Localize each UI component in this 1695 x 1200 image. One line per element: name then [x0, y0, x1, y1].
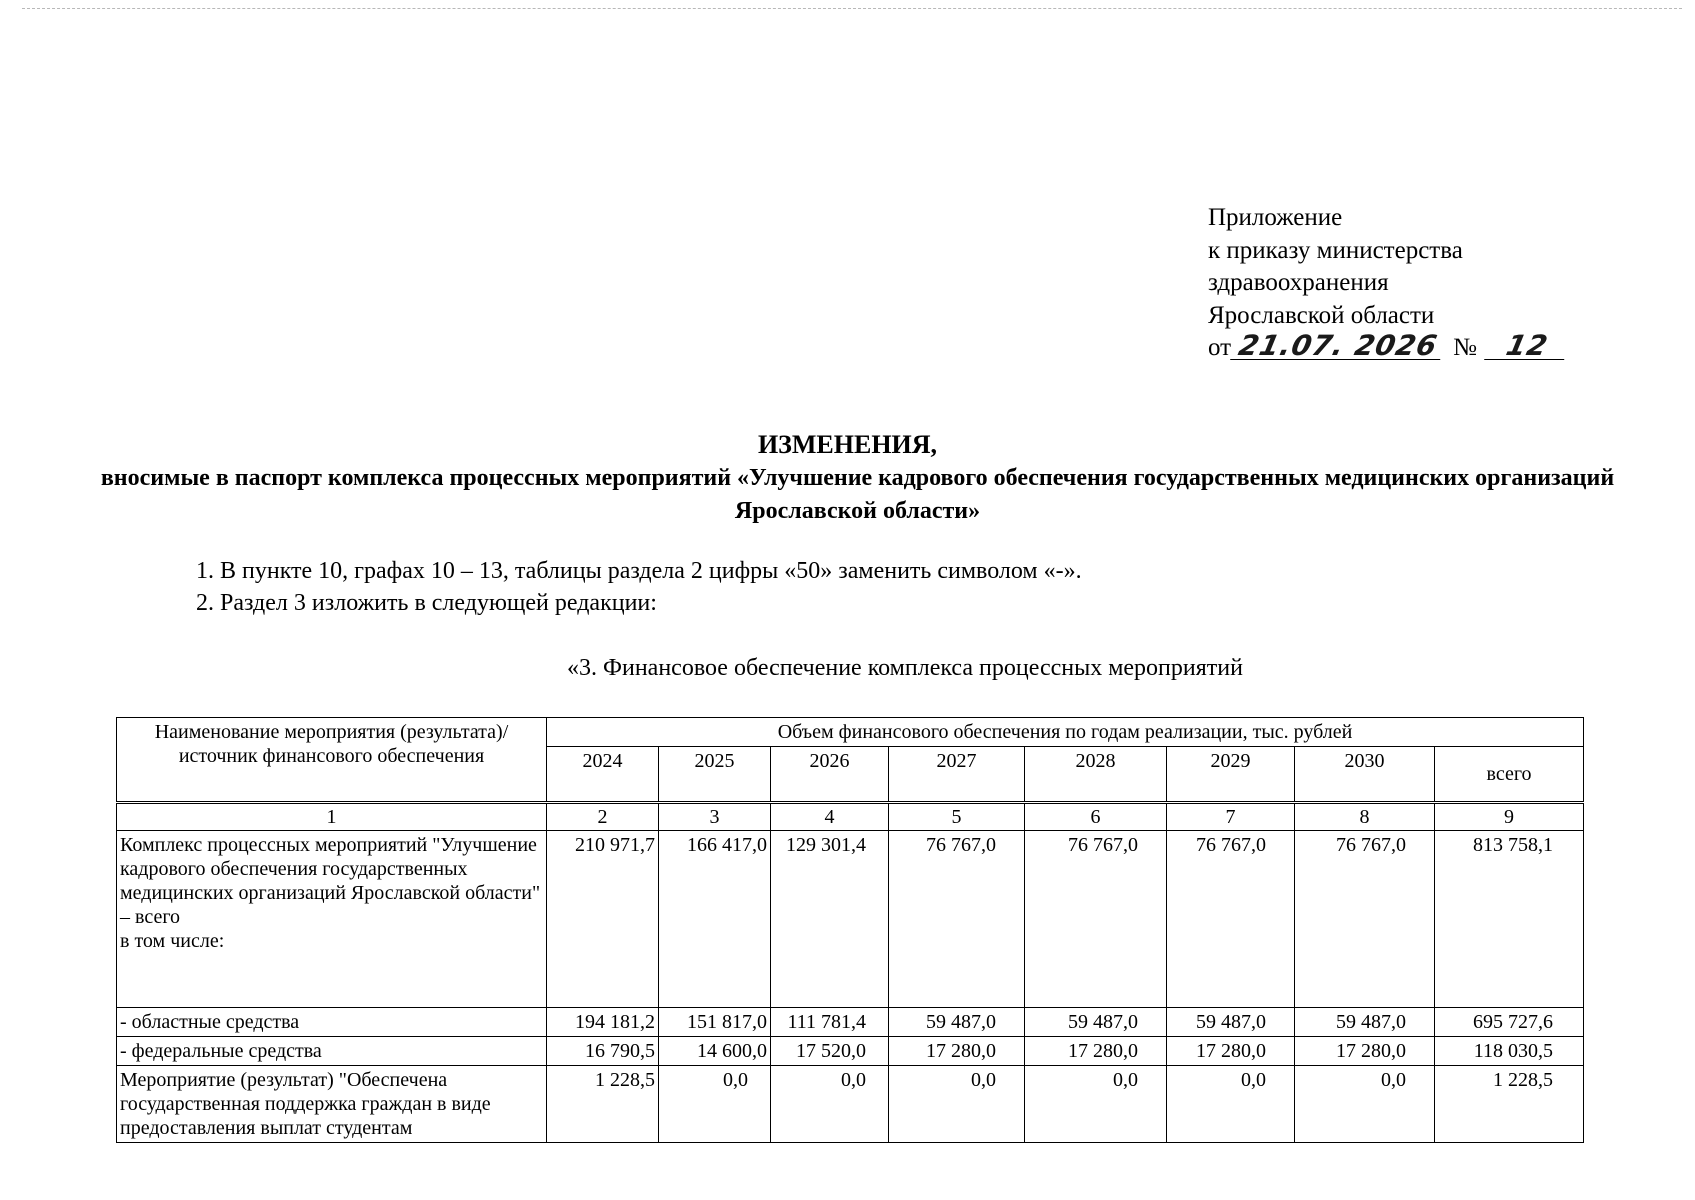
header-year-cell: 2024 — [547, 747, 659, 803]
value-cell: 17 280,0 — [1025, 1037, 1167, 1066]
column-number-cell: 7 — [1167, 803, 1295, 831]
document-subtitle: вносимые в паспорт комплекса процессных мероприятий «Улучшение кадрового обеспечения государственных медицинских организаций Ярославской области» — [100, 465, 1615, 524]
column-number-cell: 4 — [771, 803, 889, 831]
value-cell: 210 971,7 — [547, 831, 659, 1008]
value-cell: 813 758,1 — [1435, 831, 1584, 1008]
section-title: «3. Финансовое обеспечение комплекса процессных мероприятий — [567, 655, 1243, 681]
value-cell: 16 790,5 — [547, 1037, 659, 1066]
appendix-date-line — [1208, 329, 1567, 365]
value-cell: 0,0 — [771, 1066, 889, 1143]
column-number-cell: 8 — [1295, 803, 1435, 831]
value-cell: 17 280,0 — [889, 1037, 1025, 1066]
value-cell: 76 767,0 — [1167, 831, 1295, 1008]
value-cell: 76 767,0 — [1295, 831, 1435, 1008]
value-cell: 0,0 — [1025, 1066, 1167, 1143]
value-cell: 59 487,0 — [1167, 1008, 1295, 1037]
document-title: ИЗМЕНЕНИЯ, — [757, 430, 938, 459]
column-number-cell: 6 — [1025, 803, 1167, 831]
header-total-cell: всего — [1435, 747, 1584, 803]
value-cell: 76 767,0 — [889, 831, 1025, 1008]
header-year-cell: 2028 — [1025, 747, 1167, 803]
appendix-line: здравоохранения — [1208, 269, 1389, 296]
value-cell: 0,0 — [889, 1066, 1025, 1143]
appendix-line: Приложение — [1208, 204, 1343, 231]
table-row — [117, 831, 1584, 1008]
appendix-stamp — [1208, 202, 1567, 365]
value-cell: 76 767,0 — [1025, 831, 1167, 1008]
header-year-cell: 2026 — [771, 747, 889, 803]
paragraph-1: 1. В пункте 10, графах 10 – 13, таблицы раздела 2 цифры «50» заменить символом «-». — [196, 558, 1082, 584]
handwritten-date: 21.07. 2026 — [1230, 333, 1446, 360]
value-cell: 14 600,0 — [659, 1037, 771, 1066]
header-volume-cell: Объем финансового обеспечения по годам реализации, тыс. рублей — [547, 718, 1584, 747]
header-year-cell: 2025 — [659, 747, 771, 803]
handwritten-number: 12 — [1484, 333, 1570, 360]
row-name-cell: - федеральные средства — [117, 1037, 547, 1066]
date-prefix: от — [1208, 334, 1232, 361]
column-number-cell: 2 — [547, 803, 659, 831]
value-cell: 118 030,5 — [1435, 1037, 1584, 1066]
value-cell: 17 280,0 — [1295, 1037, 1435, 1066]
value-cell: 17 280,0 — [1167, 1037, 1295, 1066]
column-number-cell: 1 — [117, 803, 547, 831]
header-year-cell: 2029 — [1167, 747, 1295, 803]
appendix-line: к приказу министерства — [1208, 236, 1463, 264]
appendix-line: Ярославской области — [1208, 301, 1435, 329]
value-cell: 1 228,5 — [1435, 1066, 1584, 1143]
value-cell: 0,0 — [1295, 1066, 1435, 1143]
column-number-cell: 5 — [889, 803, 1025, 831]
row-name-cell: Мероприятие (результат) "Обеспечена государственная поддержка граждан в виде предоставления выплат студентам — [117, 1066, 547, 1143]
row-name-cell: - областные средства — [117, 1008, 547, 1037]
financing-table — [116, 717, 1584, 1143]
value-cell: 0,0 — [1167, 1066, 1295, 1143]
value-cell: 129 301,4 — [771, 831, 889, 1008]
value-cell: 59 487,0 — [1295, 1008, 1435, 1037]
value-cell: 17 520,0 — [771, 1037, 889, 1066]
value-cell: 0,0 — [659, 1066, 771, 1143]
table-row — [117, 1037, 1584, 1066]
header-year-cell: 2027 — [889, 747, 1025, 803]
column-number-cell: 3 — [659, 803, 771, 831]
number-sign: № — [1453, 334, 1477, 361]
value-cell: 1 228,5 — [547, 1066, 659, 1143]
value-cell: 59 487,0 — [889, 1008, 1025, 1037]
table-row — [117, 1066, 1584, 1143]
table-row — [117, 1008, 1584, 1037]
scan-edge-line — [22, 8, 1682, 9]
value-cell: 194 181,2 — [547, 1008, 659, 1037]
header-year-cell: 2030 — [1295, 747, 1435, 803]
column-number-cell: 9 — [1435, 803, 1584, 831]
value-cell: 111 781,4 — [771, 1008, 889, 1037]
value-cell: 166 417,0 — [659, 831, 771, 1008]
value-cell: 151 817,0 — [659, 1008, 771, 1037]
value-cell: 695 727,6 — [1435, 1008, 1584, 1037]
paragraph-2: 2. Раздел 3 изложить в следующей редакции: — [196, 590, 657, 616]
row-name-cell: Комплекс процессных мероприятий "Улучшение кадрового обеспечения государственных медицинских организаций Ярославской области" – всего в том числе: — [117, 831, 547, 1008]
header-name-cell: Наименование мероприятия (результата)/ источник финансового обеспечения — [117, 718, 547, 803]
column-number-row — [117, 803, 1584, 831]
value-cell: 59 487,0 — [1025, 1008, 1167, 1037]
